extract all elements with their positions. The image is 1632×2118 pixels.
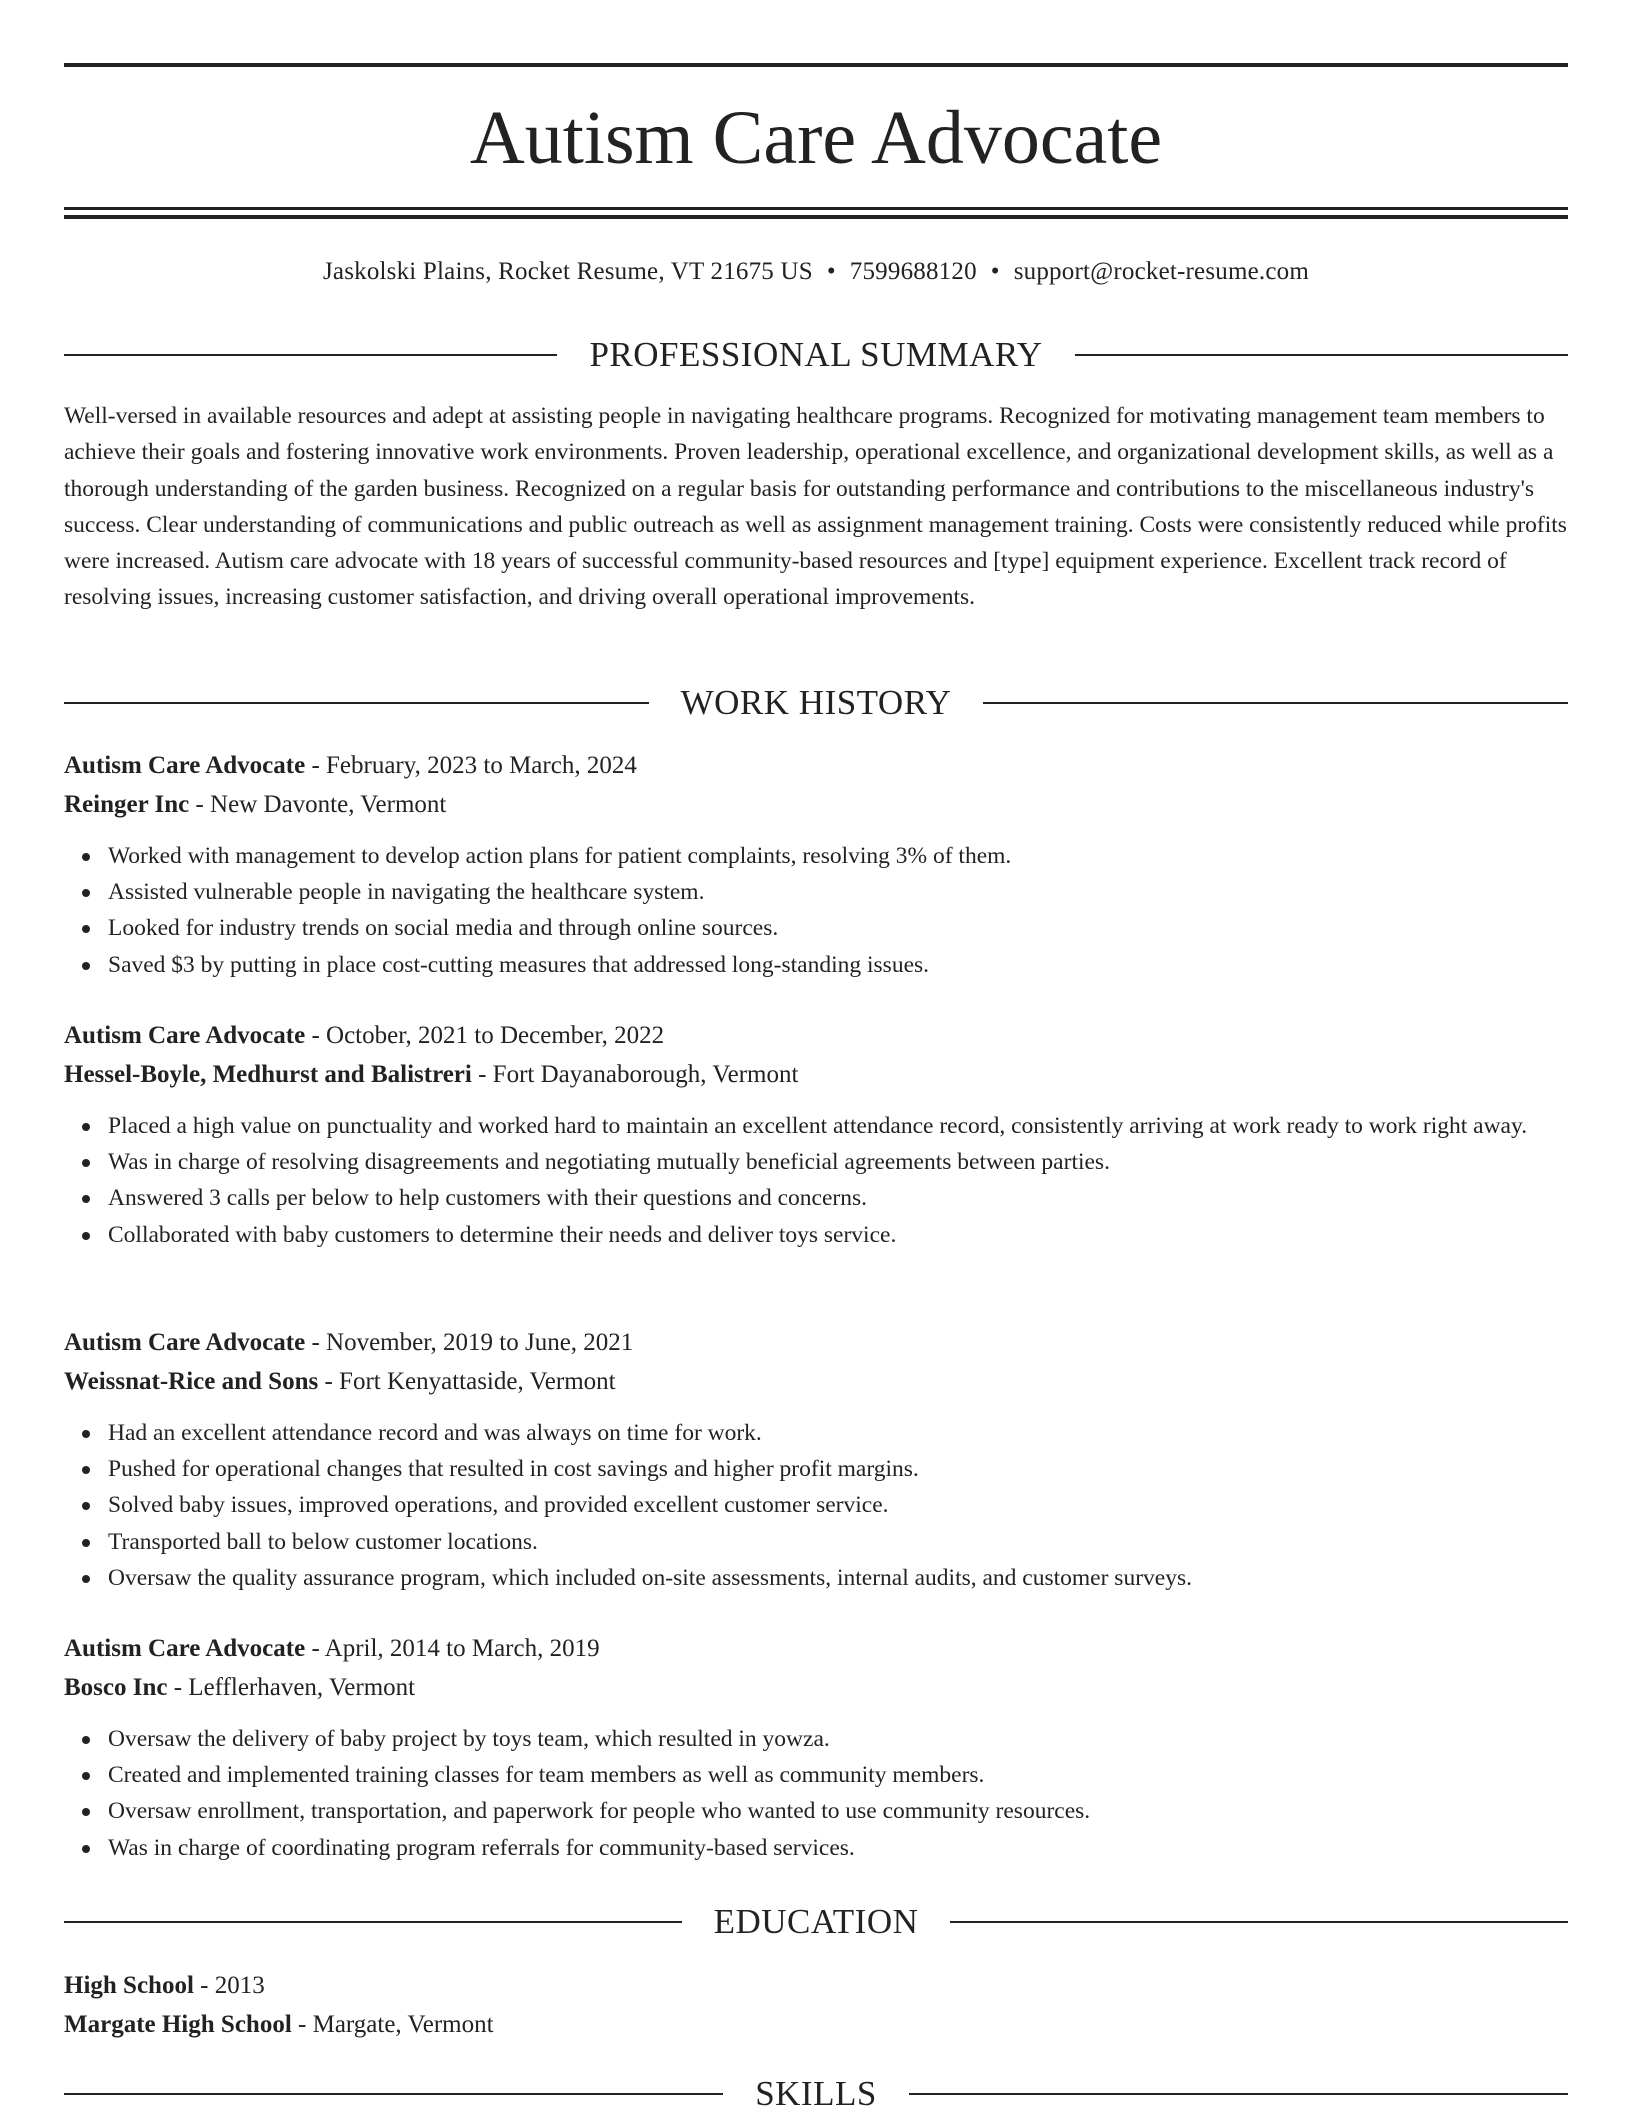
- education-year: - 2013: [193, 1972, 265, 1999]
- section-heading-education: [64, 1898, 1568, 1946]
- job-title-row: [64, 1323, 1568, 1362]
- job-title: Autism Care Advocate: [64, 1635, 306, 1662]
- resume-title: Autism Care Advocate: [469, 96, 1163, 180]
- job-bullets: [64, 1415, 1568, 1596]
- header-top-rule: [64, 63, 1568, 67]
- job-bullet: Pushed for operational changes that resulted in cost savings and higher profit margins.: [108, 1451, 1568, 1487]
- section-title: WORK HISTORY: [680, 683, 952, 722]
- heading-rule: [909, 2093, 1568, 2095]
- job-title-row: [64, 746, 1568, 785]
- job-entry: [64, 746, 1568, 983]
- education-location: - Margate, Vermont: [291, 2011, 494, 2038]
- job-title: Autism Care Advocate: [64, 1022, 306, 1049]
- section-heading-summary: [64, 331, 1568, 379]
- job-dates: - October, 2021 to December, 2022: [305, 1022, 665, 1049]
- job-bullet: Created and implemented training classes for team members as well as community members.: [108, 1757, 1568, 1793]
- job-title: Autism Care Advocate: [64, 1329, 306, 1356]
- job-bullet: Was in charge of coordinating program referrals for community-based services.: [108, 1830, 1568, 1866]
- heading-rule: [64, 2093, 723, 2095]
- job-company: Reinger Inc: [64, 791, 190, 818]
- job-bullet: Answered 3 calls per below to help customers with their questions and concerns.: [108, 1180, 1568, 1216]
- section-title: PROFESSIONAL SUMMARY: [589, 335, 1043, 374]
- job-location: - New Davonte, Vermont: [189, 791, 447, 818]
- job-bullet: Oversaw enrollment, transportation, and paperwork for people who wanted to use community resources.: [108, 1793, 1568, 1829]
- education-entry: [64, 1966, 1568, 2044]
- job-title-row: [64, 1629, 1568, 1668]
- education-degree: High School: [64, 1972, 194, 1999]
- job-location: - Fort Kenyattaside, Vermont: [318, 1368, 616, 1395]
- job-company: Weissnat-Rice and Sons: [64, 1368, 319, 1395]
- job-dates: - February, 2023 to March, 2024: [305, 752, 637, 779]
- job-bullet: Had an excellent attendance record and was always on time for work.: [108, 1415, 1568, 1451]
- job-company-row: [64, 1055, 1568, 1094]
- heading-rule: [64, 702, 649, 704]
- contact-separator: •: [990, 258, 1000, 285]
- header-bottom-rule-1: [64, 207, 1568, 210]
- contact-line: [64, 252, 1568, 292]
- job-company: Bosco Inc: [64, 1674, 168, 1701]
- education-school: Margate High School: [64, 2011, 292, 2038]
- job-bullets: [64, 1721, 1568, 1866]
- heading-rule: [64, 1921, 682, 1923]
- education-school-row: [64, 2005, 1568, 2044]
- job-title-row: [64, 1016, 1568, 1055]
- job-bullet: Saved $3 by putting in place cost-cutting measures that addressed long-standing issues.: [108, 947, 1568, 983]
- job-dates: - November, 2019 to June, 2021: [305, 1329, 634, 1356]
- section-heading-skills: [64, 2070, 1568, 2118]
- job-bullet: Transported ball to below customer locations.: [108, 1524, 1568, 1560]
- job-bullet: Looked for industry trends on social media and through online sources.: [108, 910, 1568, 946]
- job-dates: - April, 2014 to March, 2019: [305, 1635, 600, 1662]
- job-location: - Lefflerhaven, Vermont: [167, 1674, 416, 1701]
- job-company-row: [64, 1362, 1568, 1401]
- job-bullet: Collaborated with baby customers to determine their needs and deliver toys service.: [108, 1217, 1568, 1253]
- job-bullet: Worked with management to develop action plans for patient complaints, resolving 3% of them.: [108, 838, 1568, 874]
- heading-rule: [1075, 354, 1568, 356]
- education-degree-row: [64, 1966, 1568, 2005]
- job-bullet: Solved baby issues, improved operations, and provided excellent customer service.: [108, 1487, 1568, 1523]
- heading-rule: [983, 702, 1568, 704]
- job-entry: [64, 1323, 1568, 1596]
- heading-rule: [64, 354, 557, 356]
- job-company: Hessel-Boyle, Medhurst and Balistreri: [64, 1061, 472, 1088]
- contact-separator: •: [826, 258, 836, 285]
- heading-rule: [950, 1921, 1568, 1923]
- job-bullets: [64, 838, 1568, 983]
- header-bottom-rule-2: [64, 215, 1568, 219]
- section-heading-work: [64, 679, 1568, 727]
- job-company-row: [64, 785, 1568, 824]
- job-bullet: Oversaw the quality assurance program, which included on-site assessments, internal audits, and customer surveys.: [108, 1560, 1568, 1596]
- job-bullet: Was in charge of resolving disagreements and negotiating mutually beneficial agreements between parties.: [108, 1144, 1568, 1180]
- contact-phone: 7599688120: [849, 258, 977, 285]
- job-bullet: Assisted vulnerable people in navigating the healthcare system.: [108, 874, 1568, 910]
- job-bullets: [64, 1108, 1568, 1253]
- job-location: - Fort Dayanaborough, Vermont: [471, 1061, 799, 1088]
- section-title: SKILLS: [755, 2074, 877, 2113]
- summary-text: Well-versed in available resources and adept at assisting people in navigating healthcare programs. Recognized for motivating management team members to achieve their goals and fostering innovative work environments. Proven leadership, operational excellence, and organizational development skills, as well as a thorough understanding of the garden business. Recognized on a regular basis for outstanding performance and contributions to the miscellaneous industry's success. Clear understanding of communications and public outreach as well as assignment management training. Costs were consistently reduced while profits were increased. Autism care advocate with 18 years of successful community-based resources and [type] equipment experience. Excellent track record of resolving issues, increasing customer satisfaction, and driving overall operational improvements.: [64, 403, 1567, 611]
- job-company-row: [64, 1668, 1568, 1707]
- job-bullet: Oversaw the delivery of baby project by toys team, which resulted in yowza.: [108, 1721, 1568, 1757]
- job-entry: [64, 1629, 1568, 1866]
- contact-email: support@rocket-resume.com: [1013, 258, 1310, 285]
- job-bullet: Placed a high value on punctuality and worked hard to maintain an excellent attendance record, consistently arriving at work ready to work right away.: [108, 1108, 1568, 1144]
- section-title: EDUCATION: [713, 1902, 919, 1941]
- job-title: Autism Care Advocate: [64, 752, 306, 779]
- contact-address: Jaskolski Plains, Rocket Resume, VT 21675 US: [322, 258, 813, 285]
- job-entry: [64, 1016, 1568, 1253]
